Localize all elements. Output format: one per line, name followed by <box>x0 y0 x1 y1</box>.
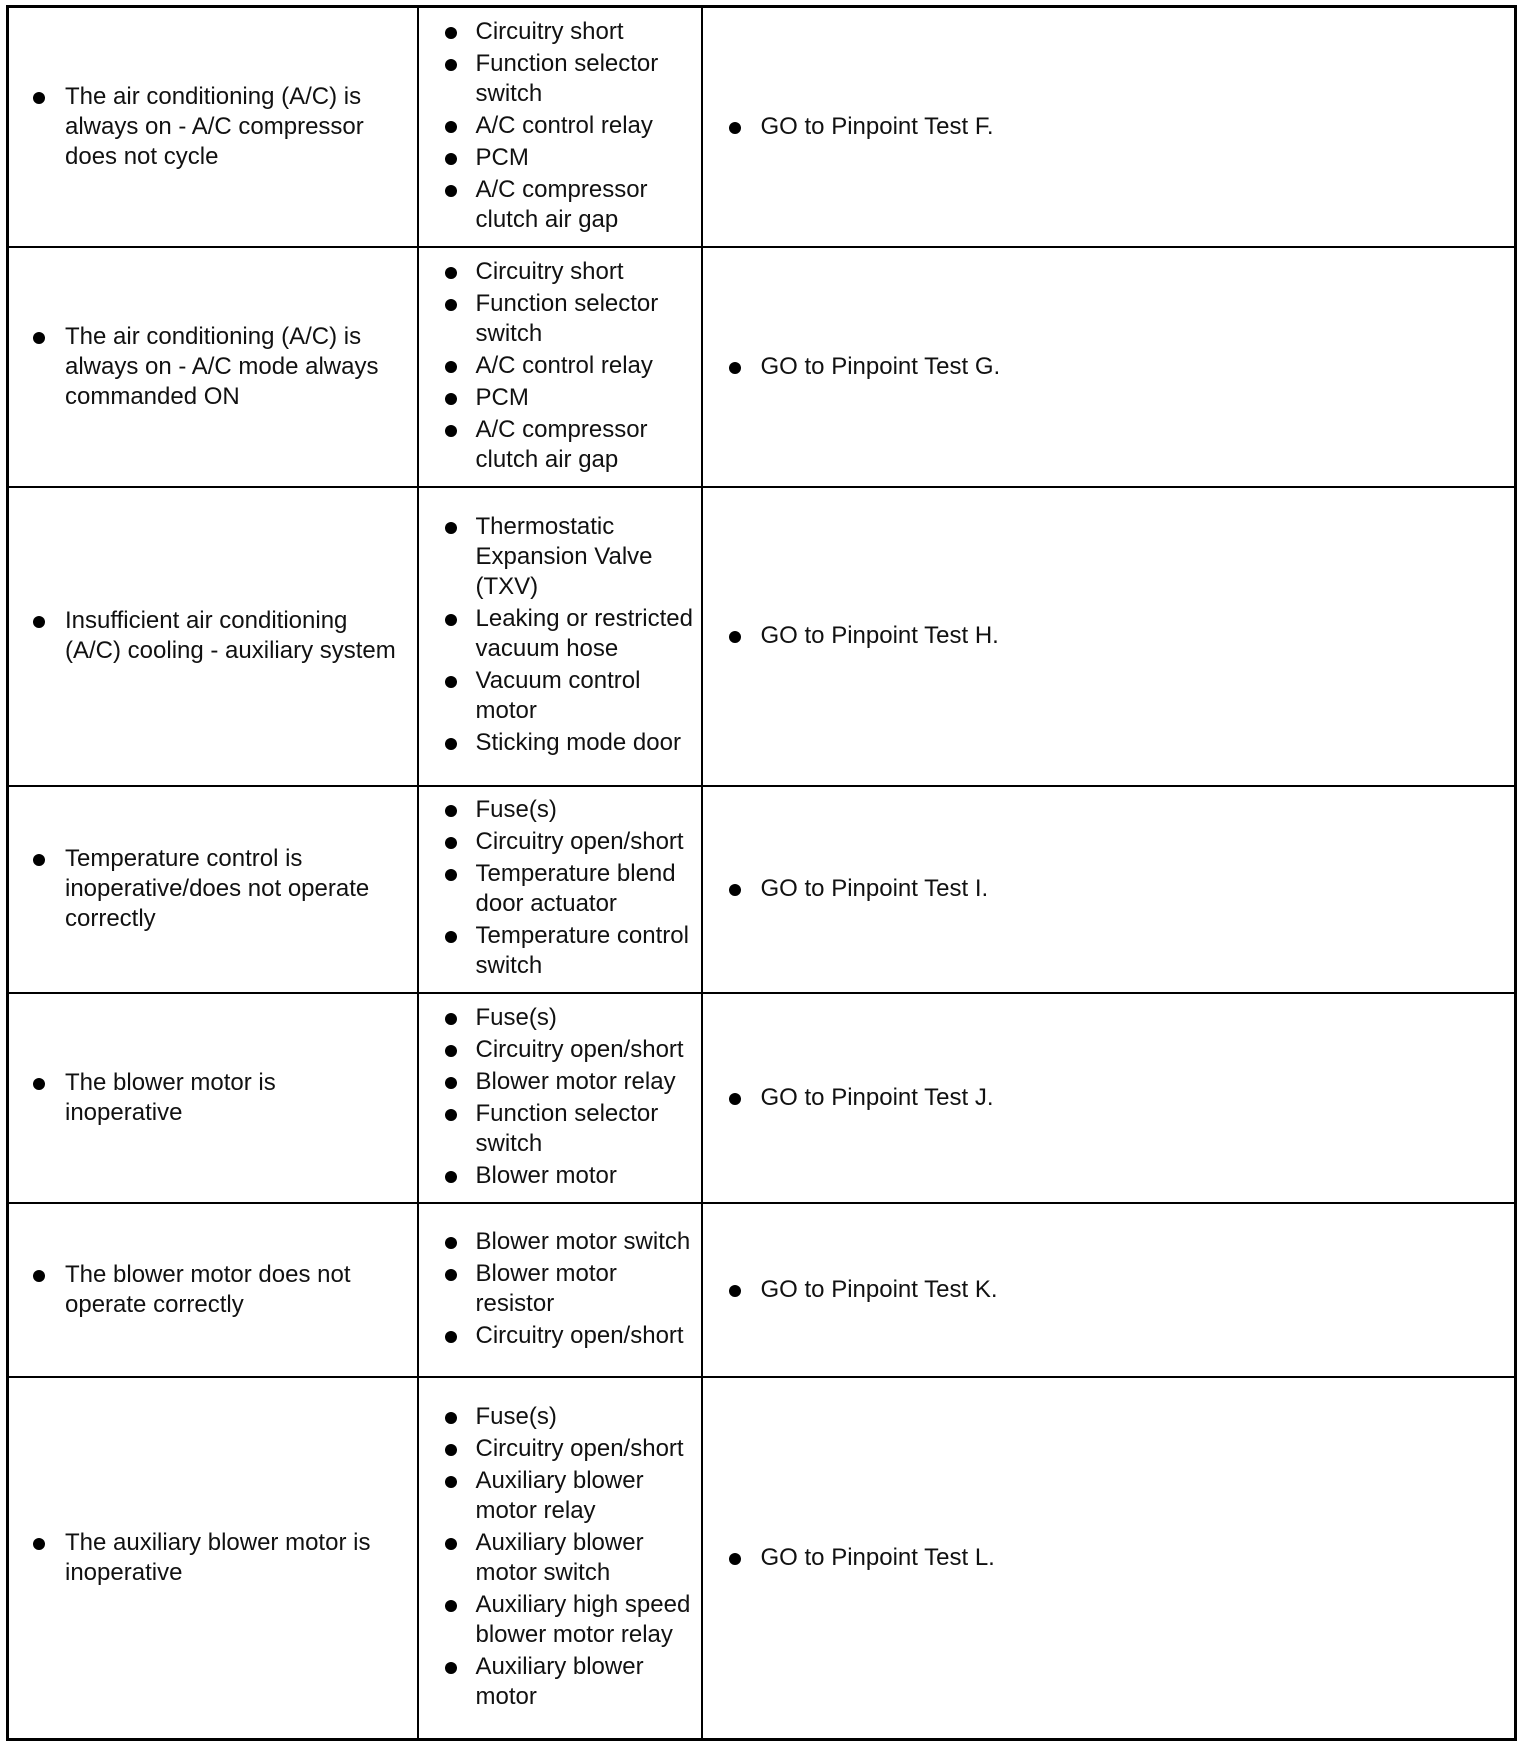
cause-item: Blower motor resistor <box>476 1259 695 1319</box>
cause-item: Auxiliary blower motor relay <box>476 1466 695 1526</box>
cause-item: Vacuum control motor <box>476 666 695 726</box>
action-text: GO to Pinpoint Test L. <box>761 1543 1495 1573</box>
symptom-cell <box>8 786 418 993</box>
symptom-cell <box>8 7 418 247</box>
symptom-chart-sheet <box>6 5 1514 1733</box>
possible-causes-cell <box>418 1377 702 1740</box>
symptom-chart-body <box>8 7 1516 1740</box>
cause-item: A/C compressor clutch air gap <box>476 415 695 475</box>
action-cell <box>702 993 1516 1203</box>
symptom-text: The air conditioning (A/C) is always on - A/C mode always commanded ON <box>65 322 397 412</box>
action-cell <box>702 1377 1516 1740</box>
possible-causes-list <box>419 257 701 475</box>
possible-causes-list <box>419 795 701 981</box>
symptom-text: The air conditioning (A/C) is always on - A/C compressor does not cycle <box>65 82 397 172</box>
cause-item: Thermostatic Expansion Valve (TXV) <box>476 512 695 602</box>
symptom-list <box>9 1260 417 1320</box>
action-list <box>703 621 1515 651</box>
cause-item: Blower motor relay <box>476 1067 695 1097</box>
cause-item: Auxiliary blower motor switch <box>476 1528 695 1588</box>
cause-item: Fuse(s) <box>476 795 695 825</box>
action-list <box>703 874 1515 904</box>
cause-item: Auxiliary high speed blower motor relay <box>476 1590 695 1650</box>
action-cell <box>702 487 1516 786</box>
cause-item: Blower motor switch <box>476 1227 695 1257</box>
symptom-cell <box>8 1203 418 1377</box>
cause-item: Leaking or restricted vacuum hose <box>475 605 693 662</box>
symptom-list <box>9 322 417 412</box>
action-cell <box>702 247 1516 487</box>
table-row <box>8 1203 1516 1377</box>
cause-item: Fuse(s) <box>476 1003 695 1033</box>
cause-item: Fuse(s) <box>476 1402 695 1432</box>
possible-causes-cell <box>418 993 702 1203</box>
cause-item: A/C control relay <box>476 111 695 141</box>
cause-item: Sticking mode door <box>476 728 695 758</box>
cause-item: A/C compressor clutch air gap <box>476 175 695 235</box>
symptom-list <box>9 606 417 666</box>
cause-item: Circuitry open/short <box>476 1434 695 1464</box>
possible-causes-cell <box>418 247 702 487</box>
cause-item: Circuitry open/short <box>476 827 695 857</box>
action-cell <box>702 7 1516 247</box>
table-row <box>8 487 1516 786</box>
action-text: GO to Pinpoint Test I. <box>761 874 1495 904</box>
action-list <box>703 1275 1515 1305</box>
action-list <box>703 112 1515 142</box>
possible-causes-cell <box>418 7 702 247</box>
table-row <box>8 1377 1516 1740</box>
table-row <box>8 993 1516 1203</box>
action-text: GO to Pinpoint Test K. <box>761 1275 1495 1305</box>
action-text: GO to Pinpoint Test J. <box>761 1083 1495 1113</box>
cause-item: Blower motor <box>476 1161 695 1191</box>
action-text: GO to Pinpoint Test G. <box>761 352 1495 382</box>
cause-item: Function selector switch <box>476 289 695 349</box>
symptom-chart-table <box>6 5 1517 1741</box>
cause-item: Circuitry short <box>476 257 695 287</box>
symptom-text: Insufficient air conditioning (A/C) cooling - auxiliary system <box>65 607 396 664</box>
action-list <box>703 352 1515 382</box>
symptom-text: The blower motor is inoperative <box>65 1068 397 1128</box>
possible-causes-list <box>419 1003 701 1191</box>
possible-causes-cell <box>418 786 702 993</box>
possible-causes-list <box>419 1227 701 1351</box>
action-cell <box>702 786 1516 993</box>
cause-item: PCM <box>476 383 695 413</box>
possible-causes-list <box>419 1402 701 1712</box>
action-text: GO to Pinpoint Test H. <box>761 621 1495 651</box>
action-cell <box>702 1203 1516 1377</box>
cause-item: A/C control relay <box>476 351 695 381</box>
cause-item: Circuitry short <box>476 17 695 47</box>
cause-item: Temperature control switch <box>476 921 695 981</box>
cause-item: Circuitry open/short <box>476 1035 695 1065</box>
cause-item: PCM <box>476 143 695 173</box>
possible-causes-list <box>419 512 701 758</box>
table-row <box>8 786 1516 993</box>
symptom-list <box>9 1528 417 1588</box>
symptom-list <box>9 82 417 172</box>
symptom-list <box>9 1068 417 1128</box>
symptom-text: The auxiliary blower motor is inoperative <box>65 1528 397 1588</box>
table-row <box>8 247 1516 487</box>
action-list <box>703 1543 1515 1573</box>
symptom-text: The blower motor does not operate correctly <box>65 1260 397 1320</box>
cause-item: Function selector switch <box>476 49 695 109</box>
possible-causes-cell <box>418 487 702 786</box>
cause-item: Auxiliary blower motor <box>476 1652 695 1712</box>
cause-item: Temperature blend door actuator <box>476 859 695 919</box>
action-text: GO to Pinpoint Test F. <box>761 112 1495 142</box>
action-list <box>703 1083 1515 1113</box>
table-row <box>8 7 1516 247</box>
cause-item: Function selector switch <box>476 1099 695 1159</box>
symptom-cell <box>8 993 418 1203</box>
cause-item: Circuitry open/short <box>476 1321 695 1351</box>
symptom-cell <box>8 1377 418 1740</box>
symptom-cell <box>8 487 418 786</box>
symptom-cell <box>8 247 418 487</box>
possible-causes-list <box>419 17 701 235</box>
possible-causes-cell <box>418 1203 702 1377</box>
symptom-text: Temperature control is inoperative/does not operate correctly <box>65 844 397 934</box>
symptom-list <box>9 844 417 934</box>
